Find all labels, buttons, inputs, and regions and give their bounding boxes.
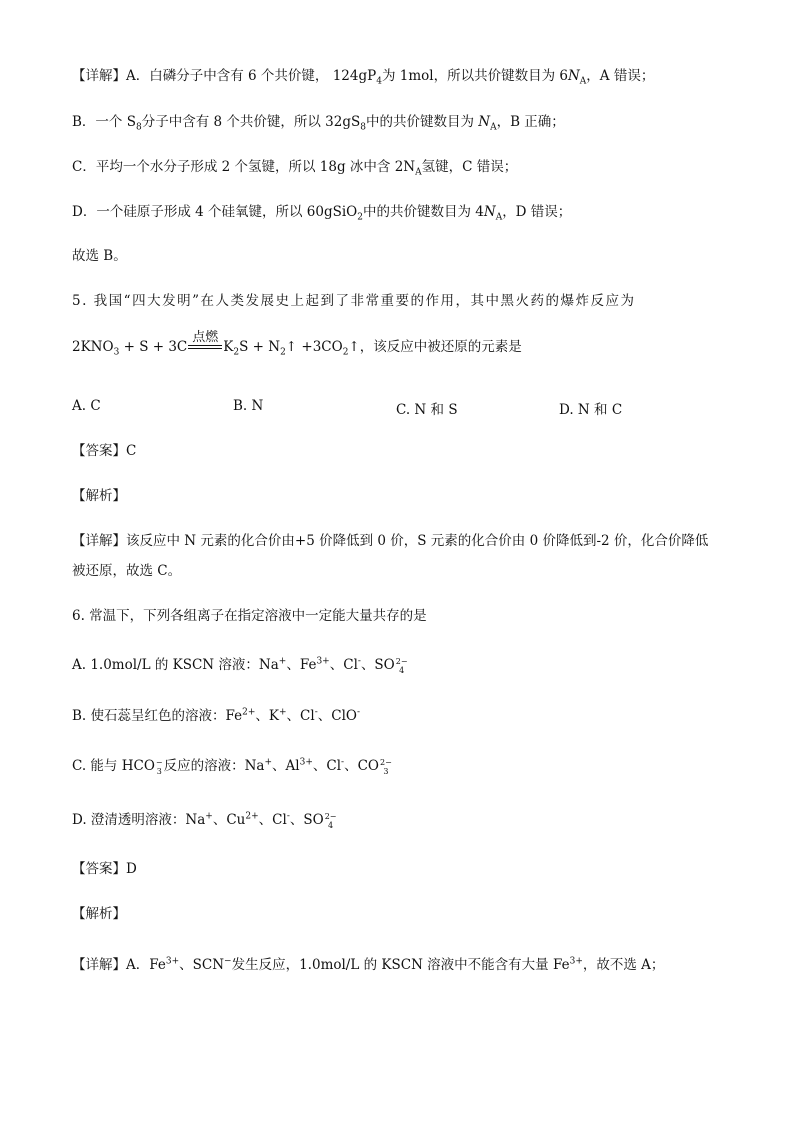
q5-detail-line2: 被还原，故选 C。 xyxy=(72,563,182,579)
q5-option-c: C. N 和 S xyxy=(396,402,458,418)
q6-option-c: C. 能与 HCO − 3 反应的溶液：Na+、$Al^{3+}$、Cl-、CO 2− 3 xyxy=(72,757,392,776)
q6-detail: 【详解】A．$Fe^{3+}$、SCN−发生反应，1.0mol/L 的 KSCN 溶液中不能含有大量 $Fe^{3+}$，故不选 A； xyxy=(72,956,665,973)
q5-equation: $2KNO_3 + S + 3C$ 点燃 $K_2S$ + $N_2↑$ $+3CO_2↑$，该反应中被还原的元素是 xyxy=(72,329,522,358)
answer-tag: 【答案】 xyxy=(72,861,126,877)
q4-detail-a: 【详解】A．白磷分子中含有 6 个共价键， $124gP_4$为 1mol，所以共价键数目为 $6N_A$，A 错误； xyxy=(72,68,655,87)
q5-detail-line1: 【详解】该反应中 N 元素的化合价由+5 价降低到 0 价，S 元素的化合价由 0 价降低到-2 价，化合价降低 xyxy=(72,533,709,549)
q4-detail-b: B．一个 $S_8$分子中含有 8 个共价键，所以 $32gS_8$中的共价键数目为 $N_A$，B 正确； xyxy=(72,114,565,133)
q6-analysis-tag: 【解析】 xyxy=(72,906,126,922)
q6-option-a: A. 1.0mol/L 的 KSCN 溶液：Na+、$Fe^{3+}$、Cl-、SO 2− 4 xyxy=(72,656,408,675)
q5-answer: 【答案】C xyxy=(72,443,137,459)
q6-option-b: B. 使石蕊呈红色的溶液：$Fe^{2+}$、K+、Cl-、ClO- xyxy=(72,707,361,724)
q5-option-a: A. C xyxy=(72,398,101,414)
q4-choose: 故选 B。 xyxy=(72,248,127,264)
q5-option-d: D. N 和 C xyxy=(559,402,623,418)
q6-stem: 6. 常温下，下列各组离子在指定溶液中一定能大量共存的是 xyxy=(72,608,427,624)
q5-analysis-tag: 【解析】 xyxy=(72,488,126,504)
detail-tag: 【详解】 xyxy=(72,68,126,84)
q5-option-b: B. N xyxy=(233,398,264,414)
answer-tag: 【答案】 xyxy=(72,443,126,459)
detail-tag: 【详解】 xyxy=(72,957,126,973)
q4-detail-c: C．平均一个水分子形成 2 个氢键，所以 18g 冰中含 $2N_A$氢键，C 错误； xyxy=(72,159,518,178)
q4-detail-d: D．一个硅原子形成 4 个硅氧键，所以 60gSiO$_2$中的共价键数目为 $4N_A$，D 错误； xyxy=(72,204,572,223)
detail-tag: 【详解】 xyxy=(72,533,126,549)
q6-answer: 【答案】D xyxy=(72,861,137,877)
reaction-condition-arrow: 点燃 xyxy=(188,341,222,355)
q6-option-d: D. 澄清透明溶液：Na+、$Cu^{2+}$、Cl-、SO 2− 4 xyxy=(72,811,337,830)
q5-stem: 5. 我国“四大发明”在人类发展史上起到了非常重要的作用，其中黑火药的爆炸反应为 xyxy=(72,293,636,309)
